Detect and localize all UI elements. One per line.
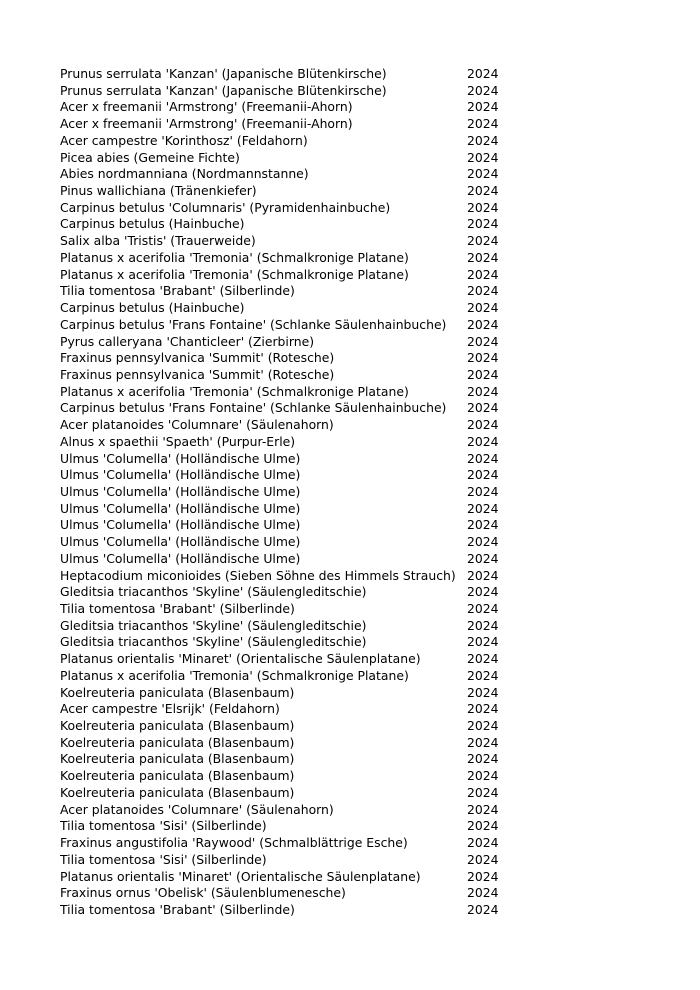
- planting-year: 2024: [467, 483, 499, 499]
- list-item: [60, 768, 660, 785]
- tree-name: Acer campestre 'Elsrijk' (Feldahorn): [60, 701, 280, 717]
- tree-name: Ulmus 'Columella' (Holländische Ulme): [60, 467, 301, 483]
- planting-year: 2024: [467, 651, 499, 667]
- list-item: [60, 83, 660, 100]
- planting-year: 2024: [467, 567, 499, 583]
- planting-year: 2024: [467, 417, 499, 433]
- planting-year: 2024: [467, 183, 499, 199]
- tree-name: Platanus orientalis 'Minaret' (Orientalische Säulenplatane): [60, 651, 421, 667]
- list-item: [60, 685, 660, 702]
- planting-year: 2024: [467, 116, 499, 132]
- tree-name: Platanus x acerifolia 'Tremonia' (Schmalkronige Platane): [60, 249, 409, 265]
- tree-name: Ulmus 'Columella' (Holländische Ulme): [60, 450, 301, 466]
- list-item: [60, 150, 660, 167]
- planting-year: 2024: [467, 718, 499, 734]
- planting-year: 2024: [467, 667, 499, 683]
- planting-year: 2024: [467, 316, 499, 332]
- list-item: [60, 417, 660, 434]
- tree-name: Koelreuteria paniculata (Blasenbaum): [60, 684, 295, 700]
- list-item: [60, 701, 660, 718]
- list-item: [60, 551, 660, 568]
- planting-year: 2024: [467, 601, 499, 616]
- list-item: [60, 183, 660, 200]
- tree-name: Fraxinus pennsylvanica 'Summit' (Rotesche): [60, 350, 335, 366]
- list-item: [60, 451, 660, 468]
- tree-name: Tilia tomentosa 'Brabant' (Silberlinde): [60, 901, 295, 917]
- list-item: [60, 885, 660, 902]
- list-item: [60, 384, 660, 401]
- tree-name: Salix alba 'Tristis' (Trauerweide): [60, 233, 256, 249]
- list-item: [60, 66, 660, 83]
- tree-name: Fraxinus pennsylvanica 'Summit' (Rotesche): [60, 366, 335, 382]
- planting-year: 2024: [467, 550, 499, 566]
- planting-year: 2024: [467, 300, 499, 316]
- list-item: [60, 785, 660, 802]
- list-item: [60, 467, 660, 484]
- list-item: [60, 216, 660, 233]
- list-item: [60, 434, 660, 451]
- tree-name: Prunus serrulata 'Kanzan' (Japanische Blütenkirsche): [60, 82, 387, 98]
- planting-year: 2024: [467, 66, 499, 81]
- list-item: [60, 166, 660, 183]
- tree-name: Koelreuteria paniculata (Blasenbaum): [60, 734, 295, 750]
- list-item: [60, 718, 660, 735]
- planting-year: 2024: [467, 784, 499, 800]
- tree-name: Tilia tomentosa 'Brabant' (Silberlinde): [60, 283, 295, 299]
- tree-list: [60, 66, 660, 919]
- list-item: [60, 618, 660, 635]
- tree-name: Tilia tomentosa 'Brabant' (Silberlinde): [60, 601, 295, 616]
- list-item: [60, 99, 660, 116]
- planting-year: 2024: [467, 868, 499, 884]
- tree-name: Koelreuteria paniculata (Blasenbaum): [60, 751, 295, 767]
- tree-name: Ulmus 'Columella' (Holländische Ulme): [60, 534, 301, 550]
- planting-year: 2024: [467, 851, 499, 867]
- tree-name: Fraxinus ornus 'Obelisk' (Säulenblumenesche): [60, 885, 346, 901]
- list-item: [60, 400, 660, 417]
- planting-year: 2024: [467, 500, 499, 516]
- planting-year: 2024: [467, 617, 499, 633]
- tree-name: Acer x freemanii 'Armstrong' (Freemanii-Ahorn): [60, 116, 353, 132]
- tree-name: Koelreuteria paniculata (Blasenbaum): [60, 784, 295, 800]
- planting-year: 2024: [467, 517, 499, 533]
- planting-year: 2024: [467, 751, 499, 767]
- tree-name: Platanus orientalis 'Minaret' (Orientalische Säulenplatane): [60, 868, 421, 884]
- list-item: [60, 835, 660, 852]
- tree-name: Picea abies (Gemeine Fichte): [60, 149, 240, 165]
- planting-year: 2024: [467, 584, 499, 600]
- planting-year: 2024: [467, 233, 499, 249]
- list-item: [60, 584, 660, 601]
- list-item: [60, 334, 660, 351]
- planting-year: 2024: [467, 216, 499, 232]
- tree-name: Fraxinus angustifolia 'Raywood' (Schmalblättrige Esche): [60, 835, 408, 851]
- list-item: [60, 735, 660, 752]
- list-item: [60, 852, 660, 869]
- list-item: [60, 283, 660, 300]
- list-item: [60, 751, 660, 768]
- tree-name: Acer x freemanii 'Armstrong' (Freemanii-Ahorn): [60, 99, 353, 115]
- tree-name: Pinus wallichiana (Tränenkiefer): [60, 183, 257, 199]
- planting-year: 2024: [467, 634, 499, 650]
- planting-year: 2024: [467, 450, 499, 466]
- list-item: [60, 501, 660, 518]
- planting-year: 2024: [467, 166, 499, 182]
- tree-name: Carpinus betulus 'Frans Fontaine' (Schlanke Säulenhainbuche): [60, 400, 447, 416]
- tree-name: Platanus x acerifolia 'Tremonia' (Schmalkronige Platane): [60, 667, 409, 683]
- list-item: [60, 517, 660, 534]
- planting-year: 2024: [467, 350, 499, 366]
- tree-name: Tilia tomentosa 'Sisi' (Silberlinde): [60, 851, 267, 867]
- planting-year: 2024: [467, 199, 499, 215]
- list-item: [60, 802, 660, 819]
- tree-name: Carpinus betulus 'Columnaris' (Pyramidenhainbuche): [60, 199, 391, 215]
- planting-year: 2024: [467, 149, 499, 165]
- tree-name: Alnus x spaethii 'Spaeth' (Purpur-Erle): [60, 433, 296, 449]
- list-item: [60, 133, 660, 150]
- tree-name: Tilia tomentosa 'Sisi' (Silberlinde): [60, 818, 267, 834]
- list-item: [60, 818, 660, 835]
- planting-year: 2024: [467, 701, 499, 717]
- list-item: [60, 200, 660, 217]
- tree-name: Ulmus 'Columella' (Holländische Ulme): [60, 483, 301, 499]
- list-item: [60, 668, 660, 685]
- planting-year: 2024: [467, 400, 499, 416]
- planting-year: 2024: [467, 734, 499, 750]
- tree-name: Ulmus 'Columella' (Holländische Ulme): [60, 550, 301, 566]
- tree-name: Acer campestre 'Korinthosz' (Feldahorn): [60, 132, 308, 148]
- list-item: [60, 869, 660, 886]
- planting-year: 2024: [467, 132, 499, 148]
- planting-year: 2024: [467, 818, 499, 834]
- tree-name: Koelreuteria paniculata (Blasenbaum): [60, 718, 295, 734]
- tree-name: Ulmus 'Columella' (Holländische Ulme): [60, 500, 301, 516]
- planting-year: 2024: [467, 333, 499, 349]
- tree-name: Gleditsia triacanthos 'Skyline' (Säulengleditschie): [60, 634, 367, 650]
- planting-year: 2024: [467, 467, 499, 483]
- tree-name: Gleditsia triacanthos 'Skyline' (Säulengleditschie): [60, 584, 367, 600]
- planting-year: 2024: [467, 266, 499, 282]
- list-item: [60, 601, 660, 618]
- list-item: [60, 634, 660, 651]
- list-item: [60, 116, 660, 133]
- tree-name: Carpinus betulus (Hainbuche): [60, 300, 245, 316]
- planting-year: 2024: [467, 283, 499, 299]
- planting-year: 2024: [467, 249, 499, 265]
- list-item: [60, 367, 660, 384]
- planting-year: 2024: [467, 82, 499, 98]
- list-item: [60, 484, 660, 501]
- tree-name: Pyrus calleryana 'Chanticleer' (Zierbirne): [60, 333, 315, 349]
- tree-name: Platanus x acerifolia 'Tremonia' (Schmalkronige Platane): [60, 383, 409, 399]
- tree-name: Heptacodium miconioides (Sieben Söhne des Himmels Strauch): [60, 567, 456, 583]
- list-item: [60, 350, 660, 367]
- planting-year: 2024: [467, 433, 499, 449]
- planting-year: 2024: [467, 99, 499, 115]
- list-item: [60, 300, 660, 317]
- list-item: [60, 317, 660, 334]
- list-item: [60, 267, 660, 284]
- planting-year: 2024: [467, 768, 499, 784]
- tree-name: Gleditsia triacanthos 'Skyline' (Säulengleditschie): [60, 617, 367, 633]
- list-item: [60, 902, 660, 919]
- tree-name: Carpinus betulus (Hainbuche): [60, 216, 245, 232]
- planting-year: 2024: [467, 835, 499, 851]
- tree-name: Carpinus betulus 'Frans Fontaine' (Schlanke Säulenhainbuche): [60, 316, 447, 332]
- list-item: [60, 534, 660, 551]
- tree-name: Koelreuteria paniculata (Blasenbaum): [60, 768, 295, 784]
- tree-name: Ulmus 'Columella' (Holländische Ulme): [60, 517, 301, 533]
- tree-name: Acer platanoides 'Columnare' (Säulenahorn): [60, 801, 334, 817]
- planting-year: 2024: [467, 534, 499, 550]
- tree-name: Prunus serrulata 'Kanzan' (Japanische Blütenkirsche): [60, 66, 387, 81]
- tree-name: Abies nordmanniana (Nordmannstanne): [60, 166, 309, 182]
- planting-year: 2024: [467, 366, 499, 382]
- list-item: [60, 568, 660, 585]
- list-item: [60, 651, 660, 668]
- list-item: [60, 250, 660, 267]
- list-item: [60, 233, 660, 250]
- planting-year: 2024: [467, 801, 499, 817]
- planting-year: 2024: [467, 901, 499, 917]
- tree-name: Platanus x acerifolia 'Tremonia' (Schmalkronige Platane): [60, 266, 409, 282]
- planting-year: 2024: [467, 885, 499, 901]
- planting-year: 2024: [467, 383, 499, 399]
- tree-name: Acer platanoides 'Columnare' (Säulenahorn): [60, 417, 334, 433]
- planting-year: 2024: [467, 684, 499, 700]
